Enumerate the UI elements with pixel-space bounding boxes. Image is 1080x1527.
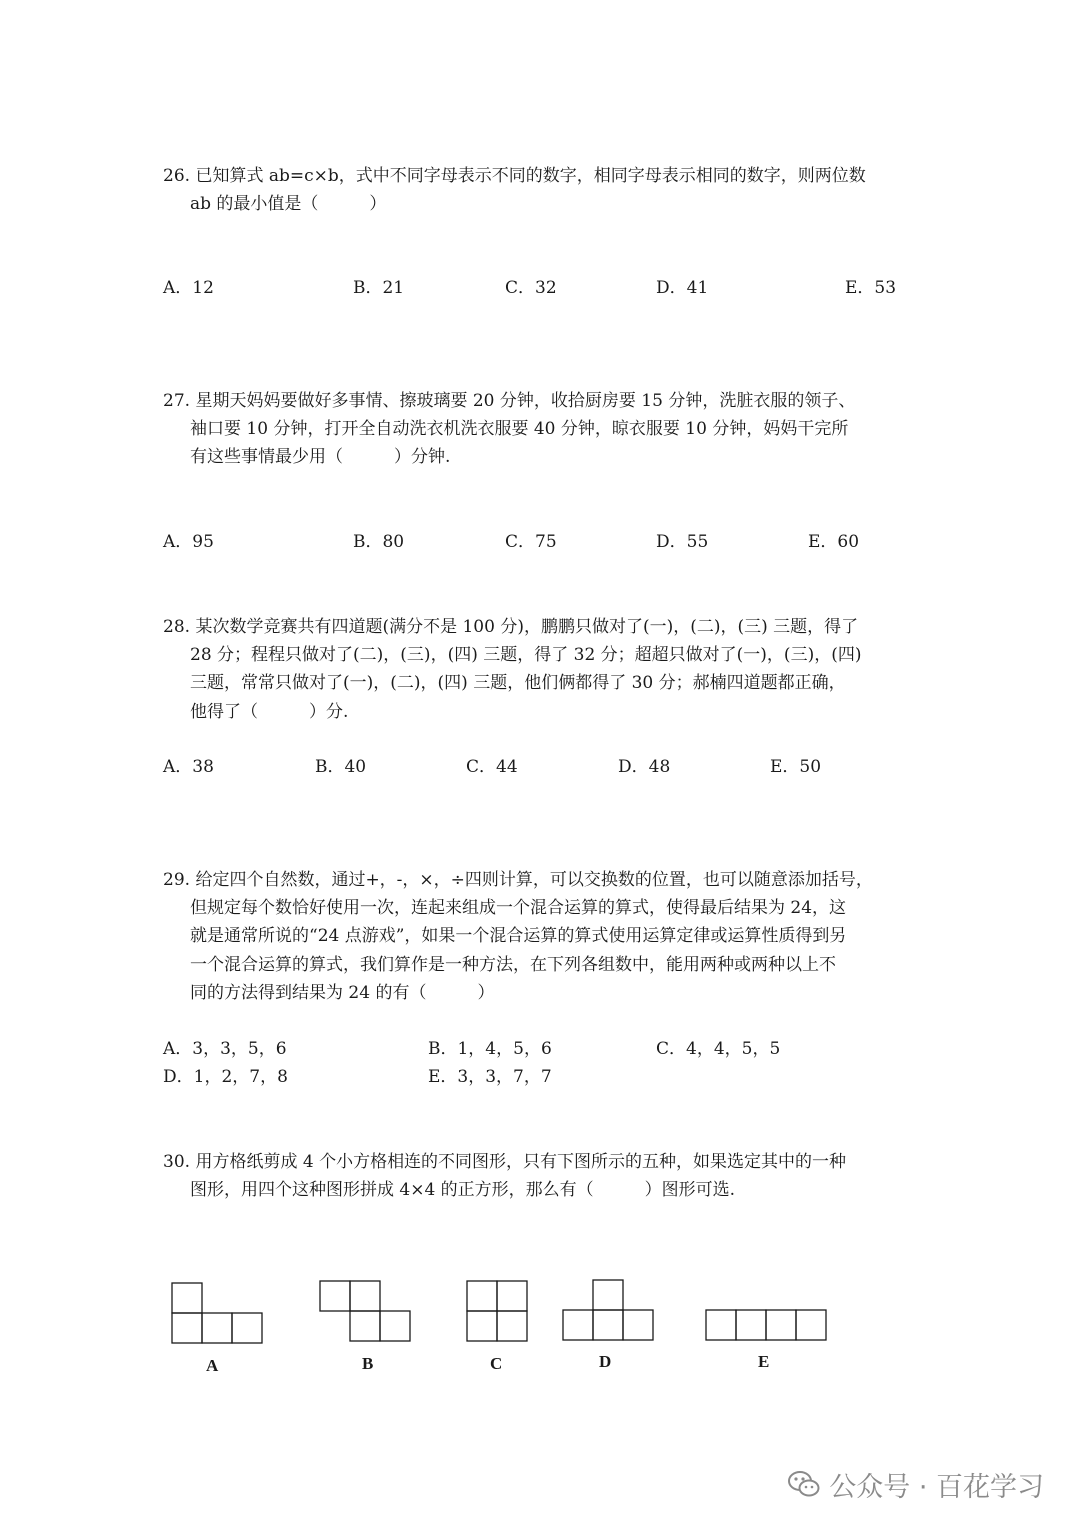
shape-c xyxy=(467,1281,527,1341)
q26-option-d: D．41 xyxy=(656,278,709,298)
q28-option-a: A．38 xyxy=(163,757,214,777)
q26-line-1: 26. 已知算式 ab=c×b，式中不同字母表示不同的数字，相同字母表示相同的数字，则两位数 xyxy=(163,166,866,186)
q29-option-e: E．3，3，7，7 xyxy=(428,1067,552,1087)
shape-e xyxy=(706,1310,826,1340)
q27-option-c: C．75 xyxy=(505,532,557,552)
q28-line-2: 28 分；程程只做对了(二)，(三)，(四) 三题，得了 32 分；超超只做对了(一)，(三)，(四) xyxy=(190,645,862,665)
q27-line-3: 有这些事情最少用（ ）分钟. xyxy=(190,447,451,467)
q26-line-2: ab 的最小值是（ ） xyxy=(190,194,387,214)
shape-d xyxy=(563,1280,653,1340)
q29-option-d: D．1，2，7，8 xyxy=(163,1067,288,1087)
q29-line-3: 就是通常所说的“24 点游戏”，如果一个混合运算的算式使用运算定律或运算性质得到另 xyxy=(190,926,847,946)
q29-line-1: 29. 给定四个自然数，通过+，-，×，÷四则计算，可以交换数的位置，也可以随意添加括号， xyxy=(163,870,873,890)
q28-line-4: 他得了（ ）分. xyxy=(190,702,349,722)
q29-line-4: 一个混合运算的算式，我们算作是一种方法，在下列各组数中，能用两种或两种以上不 xyxy=(190,955,836,975)
q28-option-e: E．50 xyxy=(770,757,822,777)
q27-option-b: B．80 xyxy=(353,532,405,552)
watermark xyxy=(787,1464,1044,1504)
q28-option-c: C．44 xyxy=(466,757,518,777)
q27-line-1: 27. 星期天妈妈要做好多事情、擦玻璃要 20 分钟，收拾厨房要 15 分钟，洗脏衣服的领子、 xyxy=(163,391,856,411)
shape-a xyxy=(172,1283,262,1343)
q28-option-d: D．48 xyxy=(618,757,671,777)
q26-option-a: A．12 xyxy=(163,278,214,298)
shape-b xyxy=(320,1281,410,1341)
q26-option-c: C．32 xyxy=(505,278,557,298)
shape-label-a: A xyxy=(206,1356,219,1375)
q27-line-2: 袖口要 10 分钟，打开全自动洗衣机洗衣服要 40 分钟，晾衣服要 10 分钟，妈妈干完所 xyxy=(190,419,849,439)
q28-option-b: B．40 xyxy=(315,757,367,777)
q26-option-e: E．53 xyxy=(845,278,897,298)
q27-option-e: E．60 xyxy=(808,532,860,552)
q27-option-d: D．55 xyxy=(656,532,709,552)
q29-option-c: C．4，4，5，5 xyxy=(656,1039,781,1059)
q28-line-3: 三题，常常只做对了(一)，(二)，(四) 三题，他们俩都得了 30 分；郝楠四道题都正确， xyxy=(190,673,846,693)
wechat-icon xyxy=(787,1467,821,1501)
q29-option-a: A．3，3，5，6 xyxy=(163,1039,287,1059)
q29-line-5: 同的方法得到结果为 24 的有（ ） xyxy=(190,983,495,1003)
shape-label-e: E xyxy=(758,1352,770,1371)
shape-label-c: C xyxy=(490,1354,503,1373)
q29-option-b: B．1，4，5，6 xyxy=(428,1039,552,1059)
q26-option-b: B．21 xyxy=(353,278,405,298)
watermark-text: 公众号 · 百花学习 xyxy=(829,1471,1044,1503)
q27-option-a: A．95 xyxy=(163,532,214,552)
q30-line-1: 30. 用方格纸剪成 4 个小方格相连的不同图形，只有下图所示的五种，如果选定其中的一种 xyxy=(163,1152,847,1172)
q29-line-2: 但规定每个数恰好使用一次，连起来组成一个混合运算的算式，使得最后结果为 24，这 xyxy=(190,898,847,918)
q30-line-2: 图形，用四个这种图形拼成 4×4 的正方形，那么有（ ）图形可选. xyxy=(190,1180,736,1200)
q28-line-1: 28. 某次数学竞赛共有四道题(满分不是 100 分)，鹏鹏只做对了(一)，(二)，(三) 三题，得了 xyxy=(163,617,859,637)
shape-label-d: D xyxy=(599,1352,612,1371)
shape-label-b: B xyxy=(362,1354,374,1373)
